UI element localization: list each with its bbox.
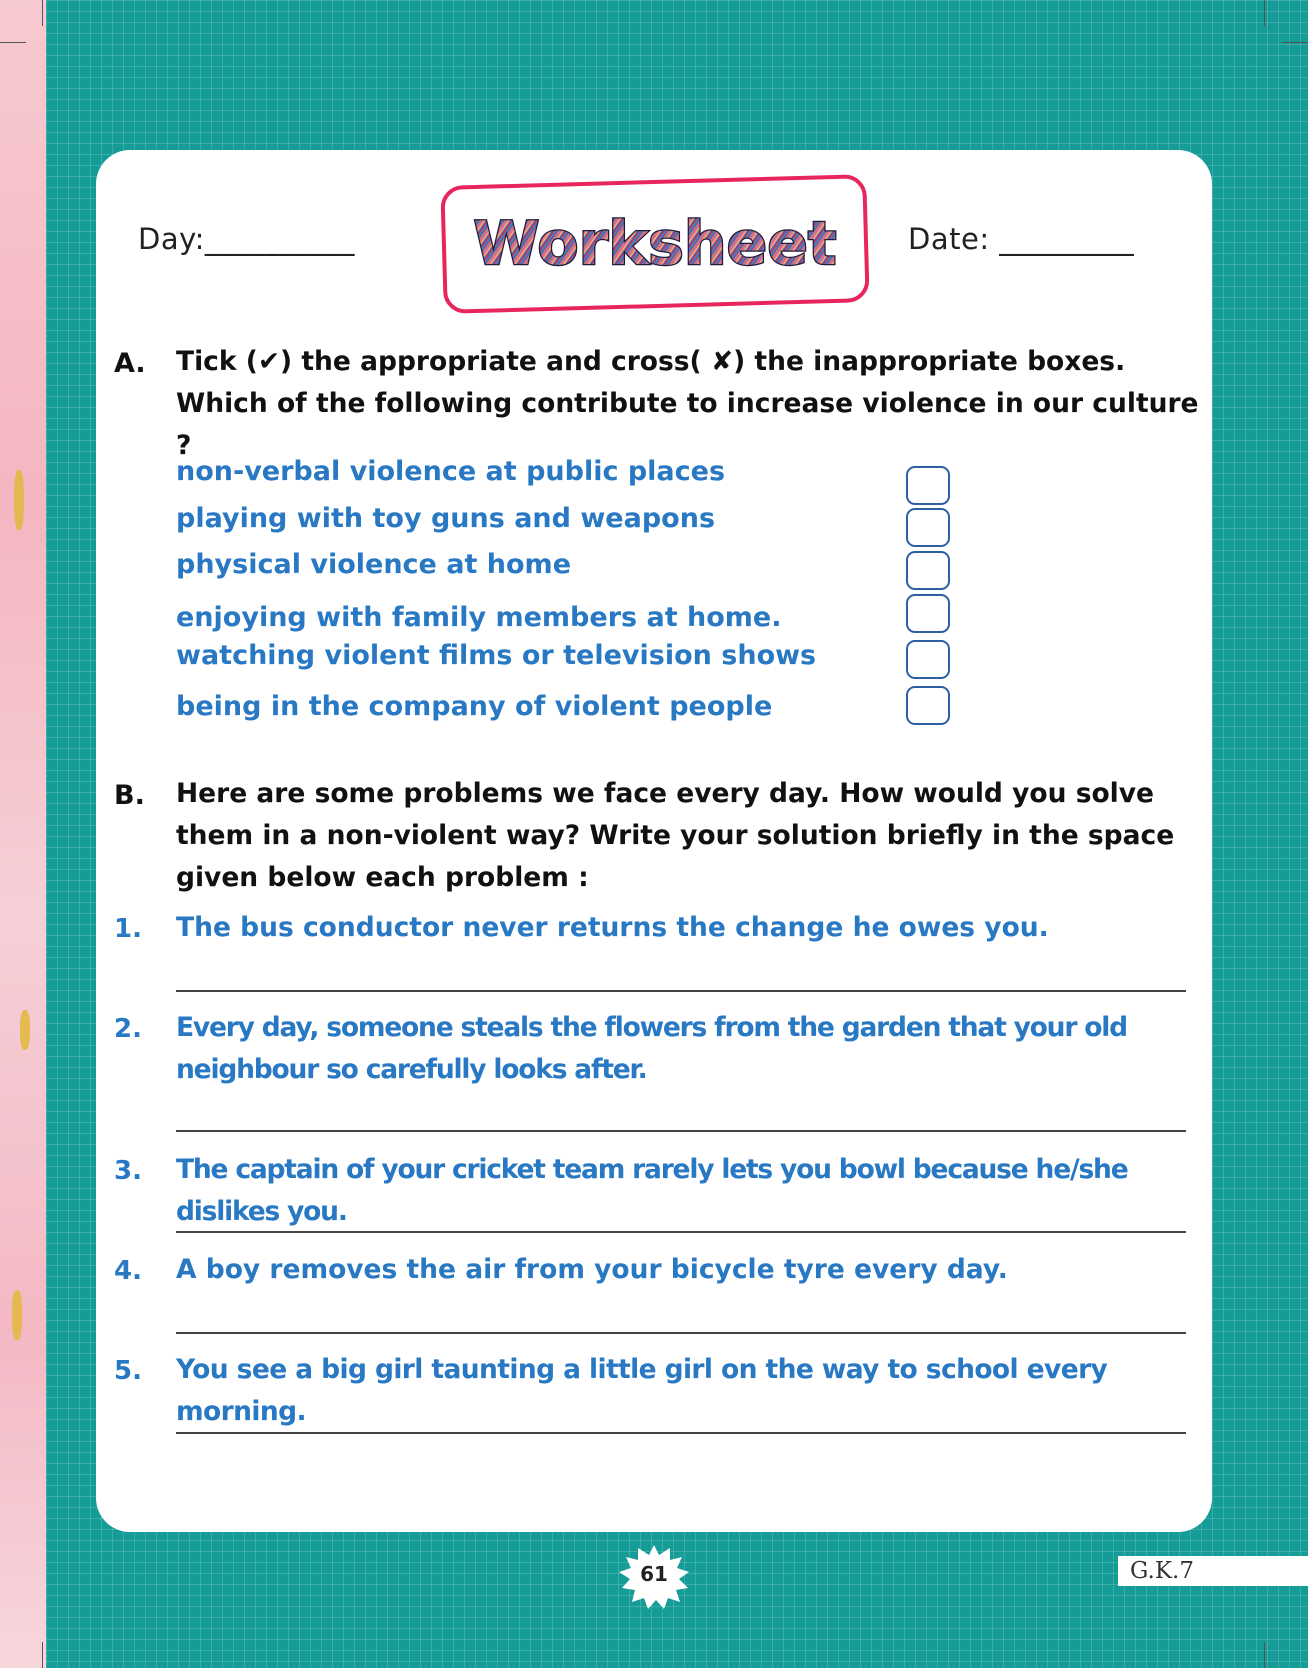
- problem-text: A boy removes the air from your bicycle tyre every day.: [176, 1254, 1008, 1285]
- crop-mark: [1264, 0, 1265, 26]
- section-a-letter: A.: [114, 348, 146, 379]
- problem-number: 2.: [114, 1014, 142, 1044]
- option-item: non-verbal violence at public places: [176, 456, 726, 487]
- crop-mark: [1282, 42, 1308, 43]
- crop-mark: [42, 0, 43, 26]
- answer-checkbox[interactable]: [906, 466, 950, 505]
- decorative-pink-strip: [0, 0, 46, 1668]
- problem-number: 1.: [114, 914, 142, 944]
- answer-line[interactable]: [176, 1332, 1186, 1334]
- gold-glitter-decoration: [20, 1010, 30, 1050]
- page-number: 61: [640, 1562, 668, 1586]
- answer-line[interactable]: [176, 1130, 1186, 1132]
- answer-checkbox[interactable]: [906, 594, 950, 633]
- problem-text: Every day, someone steals the flowers from the garden that your old neighbour so carefully looks after.: [176, 1012, 1127, 1085]
- option-item: enjoying with family members at home.: [176, 602, 782, 633]
- problem-number: 4.: [114, 1256, 142, 1286]
- answer-line[interactable]: [176, 1231, 1186, 1233]
- option-item: watching violent films or television shows: [176, 640, 817, 671]
- problem-text: You see a big girl taunting a little girl on the way to school every morning.: [176, 1354, 1108, 1427]
- gold-glitter-decoration: [14, 470, 24, 530]
- problem-number: 3.: [114, 1156, 142, 1186]
- crop-mark: [42, 1642, 43, 1668]
- worksheet-title: [460, 198, 850, 282]
- problem-text: The bus conductor never returns the change he owes you.: [176, 912, 1049, 943]
- option-item: playing with toy guns and weapons: [176, 503, 716, 534]
- answer-checkbox[interactable]: [906, 686, 950, 725]
- section-b-letter: B.: [114, 780, 145, 811]
- problem-text: The captain of your cricket team rarely lets you bowl because he/she dislikes you.: [176, 1154, 1128, 1227]
- gold-glitter-decoration: [12, 1290, 22, 1340]
- crop-mark: [1264, 1642, 1265, 1668]
- answer-checkbox[interactable]: [906, 551, 950, 590]
- book-code: G.K.7: [1118, 1556, 1308, 1586]
- section-b-instruction: Here are some problems we face every day. How would you solve them in a non-violent way? Write your solution briefly in the space given below each problem :: [176, 778, 1175, 893]
- crop-mark: [0, 42, 26, 43]
- date-label: Date: _________: [908, 222, 1135, 256]
- answer-checkbox[interactable]: [906, 508, 950, 547]
- answer-line[interactable]: [176, 990, 1186, 992]
- day-label: Day:__________: [138, 222, 355, 256]
- answer-line[interactable]: [176, 1432, 1186, 1434]
- section-a-instruction: Tick (✔) the appropriate and cross( ✘) the inappropriate boxes. Which of the following contribute to increase violence in our culture ?: [176, 346, 1199, 461]
- answer-checkbox[interactable]: [906, 640, 950, 679]
- option-item: being in the company of violent people: [176, 691, 773, 722]
- worksheet-title-text: Worksheet: [473, 209, 837, 279]
- problem-number: 5.: [114, 1356, 142, 1386]
- option-item: physical violence at home: [176, 549, 572, 580]
